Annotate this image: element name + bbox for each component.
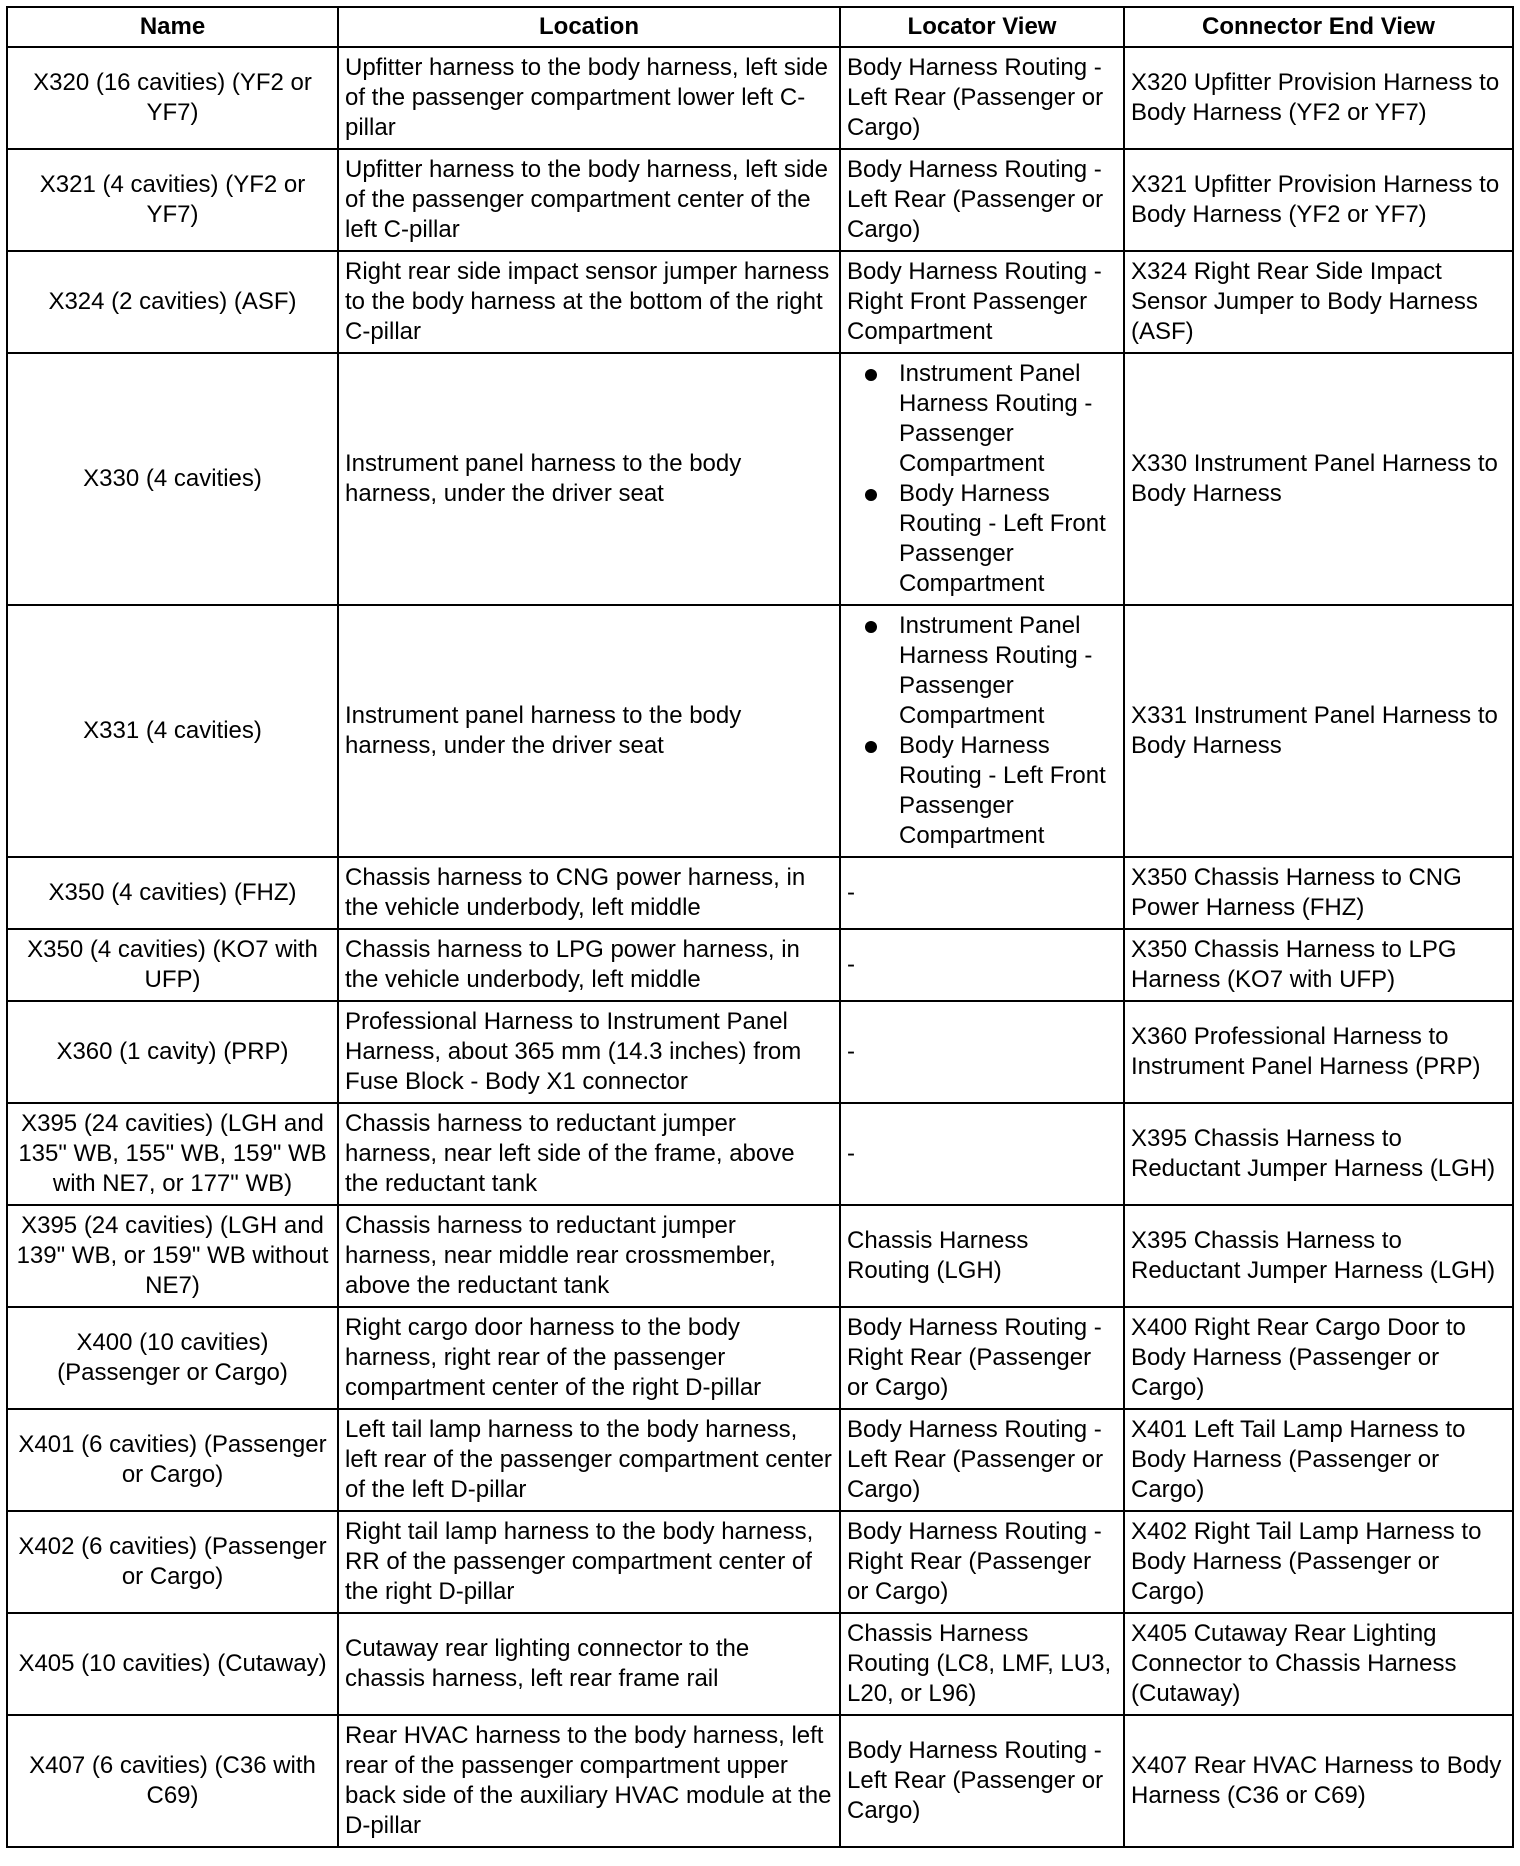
header-connector-end-view: Connector End View — [1124, 7, 1513, 47]
connector-end-view-cell: X401 Left Tail Lamp Harness to Body Harness (Passenger or Cargo) — [1124, 1409, 1513, 1511]
table-row — [7, 1613, 1513, 1715]
location-cell: Rear HVAC harness to the body harness, left rear of the passenger compartment upper back side of the auxiliary HVAC module at the D-pillar — [338, 1715, 840, 1847]
connector-end-view-cell: X407 Rear HVAC Harness to Body Harness (C36 or C69) — [1124, 1715, 1513, 1847]
table-row — [7, 929, 1513, 1001]
connector-end-view-cell: X400 Right Rear Cargo Door to Body Harness (Passenger or Cargo) — [1124, 1307, 1513, 1409]
connector-end-view-cell: X321 Upfitter Provision Harness to Body Harness (YF2 or YF7) — [1124, 149, 1513, 251]
connector-name-cell: X320 (16 cavities) (YF2 or YF7) — [7, 47, 338, 149]
location-cell: Cutaway rear lighting connector to the chassis harness, left rear frame rail — [338, 1613, 840, 1715]
location-cell: Upfitter harness to the body harness, left side of the passenger compartment lower left C-pillar — [338, 47, 840, 149]
locator-view-item: Instrument Panel Harness Routing - Passenger Compartment — [899, 611, 1117, 731]
location-cell: Right tail lamp harness to the body harness, RR of the passenger compartment center of the right D-pillar — [338, 1511, 840, 1613]
connector-end-view-cell: X395 Chassis Harness to Reductant Jumper Harness (LGH) — [1124, 1103, 1513, 1205]
table-row — [7, 47, 1513, 149]
locator-view-list — [847, 611, 1117, 851]
connector-end-view-cell: X331 Instrument Panel Harness to Body Harness — [1124, 605, 1513, 857]
location-cell: Professional Harness to Instrument Panel Harness, about 365 mm (14.3 inches) from Fuse Block - Body X1 connector — [338, 1001, 840, 1103]
connector-name-cell: X401 (6 cavities) (Passenger or Cargo) — [7, 1409, 338, 1511]
locator-view-cell: - — [840, 857, 1124, 929]
connector-end-view-cell: X324 Right Rear Side Impact Sensor Jumper to Body Harness (ASF) — [1124, 251, 1513, 353]
locator-view-cell: - — [840, 929, 1124, 1001]
table-row — [7, 605, 1513, 857]
location-cell: Left tail lamp harness to the body harness, left rear of the passenger compartment center of the left D-pillar — [338, 1409, 840, 1511]
connector-name-cell: X321 (4 cavities) (YF2 or YF7) — [7, 149, 338, 251]
connector-name-cell: X400 (10 cavities) (Passenger or Cargo) — [7, 1307, 338, 1409]
locator-view-cell: Chassis Harness Routing (LGH) — [840, 1205, 1124, 1307]
connector-name-cell: X395 (24 cavities) (LGH and 135" WB, 155" WB, 159" WB with NE7, or 177" WB) — [7, 1103, 338, 1205]
location-cell: Right cargo door harness to the body harness, right rear of the passenger compartment center of the right D-pillar — [338, 1307, 840, 1409]
location-cell: Upfitter harness to the body harness, left side of the passenger compartment center of the left C-pillar — [338, 149, 840, 251]
table-row — [7, 1307, 1513, 1409]
locator-view-cell: Body Harness Routing - Left Rear (Passenger or Cargo) — [840, 47, 1124, 149]
location-cell: Right rear side impact sensor jumper harness to the body harness at the bottom of the right C-pillar — [338, 251, 840, 353]
connector-end-view-cell: X402 Right Tail Lamp Harness to Body Harness (Passenger or Cargo) — [1124, 1511, 1513, 1613]
locator-view-cell: Body Harness Routing - Left Rear (Passenger or Cargo) — [840, 1409, 1124, 1511]
locator-view-cell: - — [840, 1103, 1124, 1205]
locator-view-cell: - — [840, 1001, 1124, 1103]
locator-view-cell: Body Harness Routing - Left Rear (Passenger or Cargo) — [840, 1715, 1124, 1847]
table-row — [7, 353, 1513, 605]
connector-end-view-cell: X350 Chassis Harness to LPG Harness (KO7 with UFP) — [1124, 929, 1513, 1001]
connector-name-cell: X407 (6 cavities) (C36 with C69) — [7, 1715, 338, 1847]
header-location: Location — [338, 7, 840, 47]
table-row — [7, 1103, 1513, 1205]
connector-end-view-cell: X320 Upfitter Provision Harness to Body Harness (YF2 or YF7) — [1124, 47, 1513, 149]
connector-name-cell: X360 (1 cavity) (PRP) — [7, 1001, 338, 1103]
table-row — [7, 1409, 1513, 1511]
connector-name-cell: X395 (24 cavities) (LGH and 139" WB, or 159" WB without NE7) — [7, 1205, 338, 1307]
location-cell: Chassis harness to reductant jumper harness, near middle rear crossmember, above the reductant tank — [338, 1205, 840, 1307]
location-cell: Instrument panel harness to the body harness, under the driver seat — [338, 353, 840, 605]
connector-end-view-cell: X395 Chassis Harness to Reductant Jumper Harness (LGH) — [1124, 1205, 1513, 1307]
header-locator-view: Locator View — [840, 7, 1124, 47]
table-row — [7, 1511, 1513, 1613]
locator-view-cell: Body Harness Routing - Right Front Passenger Compartment — [840, 251, 1124, 353]
connector-end-view-cell: X360 Professional Harness to Instrument Panel Harness (PRP) — [1124, 1001, 1513, 1103]
location-cell: Instrument panel harness to the body harness, under the driver seat — [338, 605, 840, 857]
connector-name-cell: X405 (10 cavities) (Cutaway) — [7, 1613, 338, 1715]
table-row — [7, 857, 1513, 929]
connector-name-cell: X331 (4 cavities) — [7, 605, 338, 857]
connector-name-cell: X350 (4 cavities) (FHZ) — [7, 857, 338, 929]
connector-name-cell: X324 (2 cavities) (ASF) — [7, 251, 338, 353]
table-row — [7, 1715, 1513, 1847]
table-row — [7, 149, 1513, 251]
table-row — [7, 251, 1513, 353]
location-cell: Chassis harness to LPG power harness, in the vehicle underbody, left middle — [338, 929, 840, 1001]
connector-name-cell: X330 (4 cavities) — [7, 353, 338, 605]
table-row — [7, 1001, 1513, 1103]
locator-view-cell: Body Harness Routing - Left Rear (Passenger or Cargo) — [840, 149, 1124, 251]
locator-view-list — [847, 359, 1117, 599]
locator-view-cell: Body Harness Routing - Right Rear (Passenger or Cargo) — [840, 1511, 1124, 1613]
connector-table — [6, 6, 1514, 1848]
locator-view-item: Instrument Panel Harness Routing - Passenger Compartment — [899, 359, 1117, 479]
locator-view-cell — [840, 353, 1124, 605]
header-row — [7, 7, 1513, 47]
connector-name-cell: X402 (6 cavities) (Passenger or Cargo) — [7, 1511, 338, 1613]
locator-view-item: Body Harness Routing - Left Front Passenger Compartment — [899, 731, 1117, 851]
connector-end-view-cell: X330 Instrument Panel Harness to Body Harness — [1124, 353, 1513, 605]
locator-view-cell — [840, 605, 1124, 857]
connector-name-cell: X350 (4 cavities) (KO7 with UFP) — [7, 929, 338, 1001]
connector-end-view-cell: X350 Chassis Harness to CNG Power Harness (FHZ) — [1124, 857, 1513, 929]
locator-view-cell: Chassis Harness Routing (LC8, LMF, LU3, L20, or L96) — [840, 1613, 1124, 1715]
location-cell: Chassis harness to reductant jumper harness, near left side of the frame, above the reductant tank — [338, 1103, 840, 1205]
connector-table-container — [6, 6, 1512, 1848]
locator-view-item: Body Harness Routing - Left Front Passenger Compartment — [899, 479, 1117, 599]
locator-view-cell: Body Harness Routing - Right Rear (Passenger or Cargo) — [840, 1307, 1124, 1409]
connector-end-view-cell: X405 Cutaway Rear Lighting Connector to Chassis Harness (Cutaway) — [1124, 1613, 1513, 1715]
location-cell: Chassis harness to CNG power harness, in the vehicle underbody, left middle — [338, 857, 840, 929]
table-row — [7, 1205, 1513, 1307]
header-name: Name — [7, 7, 338, 47]
